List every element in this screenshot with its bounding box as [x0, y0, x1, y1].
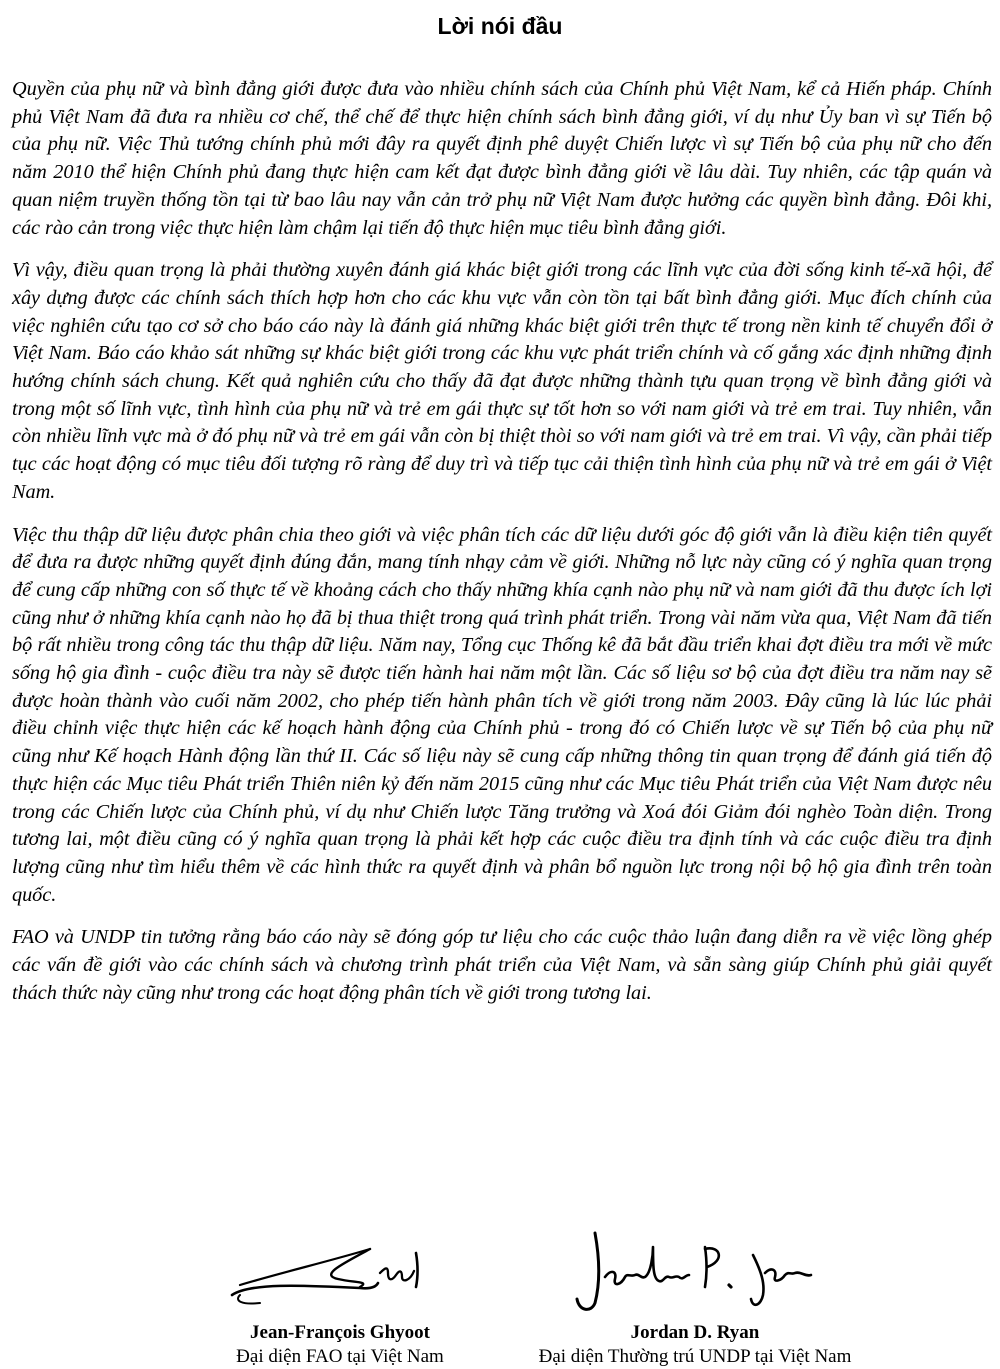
signature-block-undp: [495, 1225, 895, 1369]
paragraph-4: FAO và UNDP tin tưởng rằng báo cáo này sẽ đóng góp tư liệu cho các cuộc thảo luận đang diễn ra về việc lồng ghép các vấn đề giới vào các chính sách và chương trình phát triển của Việt Nam, và sẵn sàng giúp Chính phủ giải quyết thách thức này cũng như trong các hoạt động phân tích về giới trong tương lai.: [12, 926, 992, 1004]
signatory-role: Đại diện Thường trú UNDP tại Việt Nam: [538, 1346, 852, 1367]
paragraph-1: Quyền của phụ nữ và bình đẳng giới được đưa vào nhiều chính sách của Chính phủ Việt Nam, kể cả Hiến pháp. Chính phủ Việt Nam đã đưa ra nhiều cơ chế, thể chế để thực hiện chính sách bình đẳng giới, ví dụ như Ủy ban vì sự Tiến bộ của phụ nữ. Việc Thủ tướng chính phủ mới đây ra quyết định phê duyệt Chiến lược vì sự Tiến bộ của phụ nữ cho đến năm 2010 thể hiện Chính phủ đang thực hiện cam kết đạt được bình đẳng giới về lâu dài. Tuy nhiên, các tập quán và quan niệm truyền thống tồn tại từ bao lâu nay vẫn cản trở phụ nữ Việt Nam được hưởng các quyền bình đẳng. Đôi khi, các rào cản trong việc thực hiện làm chậm lại tiến độ thực hiện mục tiêu bình đẳng giới.: [12, 78, 992, 239]
paragraph-2: Vì vậy, điều quan trọng là phải thường xuyên đánh giá khác biệt giới trong các lĩnh vực của đời sống kinh tế-xã hội, để xây dựng được các chính sách thích hợp hơn cho các khu vực vẫn còn tồn tại bất bình đẳng giới. Mục đích chính của việc nghiên cứu tạo cơ sở cho báo cáo này là đánh giá những khác biệt giới trên thực tế trong nền kinh tế chuyển đổi ở Việt Nam. Báo cáo khảo sát những sự khác biệt giới trong các khu vực phát triển chính và cố gắng xác định những định hướng chính sách chung. Kết quả nghiên cứu cho thấy đã đạt được những thành tựu quan trọng về bình đẳng giới và trong một số lĩnh vực, tình hình của phụ nữ và trẻ em gái thực sự tốt hơn so với nam giới và trẻ em trai. Tuy nhiên, vẫn còn nhiều lĩnh vực mà ở đó phụ nữ và trẻ em gái vẫn còn bị thiệt thòi so với nam giới và trẻ em trai. Vì vậy, cần phải tiếp tục các hoạt động có mục tiêu đối tượng rõ ràng để duy trì và tiếp tục cải thiện tình hình của phụ nữ và trẻ em gái ở Việt Nam.: [12, 259, 992, 503]
handwritten-signature-icon: [565, 1225, 825, 1317]
foreword-body: [12, 76, 992, 1023]
signature-block-fao: [200, 1225, 480, 1369]
signatory-role: Đại diện FAO tại Việt Nam: [236, 1346, 444, 1367]
paragraph-3: Việc thu thập dữ liệu được phân chia theo giới và việc phân tích các dữ liệu dưới góc độ giới vẫn là điều kiện tiên quyết để đưa ra được những quyết định đúng đắn, mang tính nhạy cảm về giới. Những nỗ lực này cũng có ý nghĩa quan trọng để cung cấp những con số thực tế về khoảng cách cho thấy những khía cạnh nào phụ nữ và nam giới đã thu được ích lợi cũng như ở những khía cạnh nào họ đã bị thua thiệt trong quá trình phát triển. Trong vài năm vừa qua, Việt Nam đã tiến bộ rất nhiều trong công tác thu thập dữ liệu. Năm nay, Tổng cục Thống kê đã bắt đầu triển khai đợt điều tra mới về mức sống hộ gia đình - cuộc điều tra này sẽ được tiến hành hai năm một lần. Các số liệu sơ bộ của đợt điều tra năm nay sẽ được hoàn thành vào cuối năm 2002, cho phép tiến hành phân tích về giới trong năm 2003. Đây cũng là lúc lúc phải điều chỉnh việc thực hiện các kế hoạch hành động của Chính phủ - trong đó có Chiến lược về sự Tiến bộ của phụ nữ cũng như Kế hoạch Hành động lần thứ II. Các số liệu này sẽ cung cấp những thông tin quan trọng để đánh giá tiến độ thực hiện các Mục tiêu Phát triển Thiên niên kỷ đến năm 2015 cũng như các Mục tiêu Phát triển của Việt Nam được nêu trong các Chiến lược của Chính phủ, ví dụ như Chiến lược Tăng trưởng và Xoá đói Giảm đói nghèo Toàn diện. Trong tương lai, một điều cũng có ý nghĩa quan trọng là phải kết hợp các cuộc điều tra định tính và các cuộc điều tra định lượng cũng như tìm hiểu thêm về các hình thức ra quyết định và phân bổ nguồn lực trong nội bộ hộ gia đình trên toàn quốc.: [12, 523, 992, 906]
signatory-name: Jordan D. Ryan: [630, 1322, 760, 1343]
page-title: Lời nói đầu: [437, 13, 563, 39]
handwritten-signature-icon: [220, 1225, 460, 1317]
signatory-name: Jean-François Ghyoot: [250, 1322, 430, 1343]
